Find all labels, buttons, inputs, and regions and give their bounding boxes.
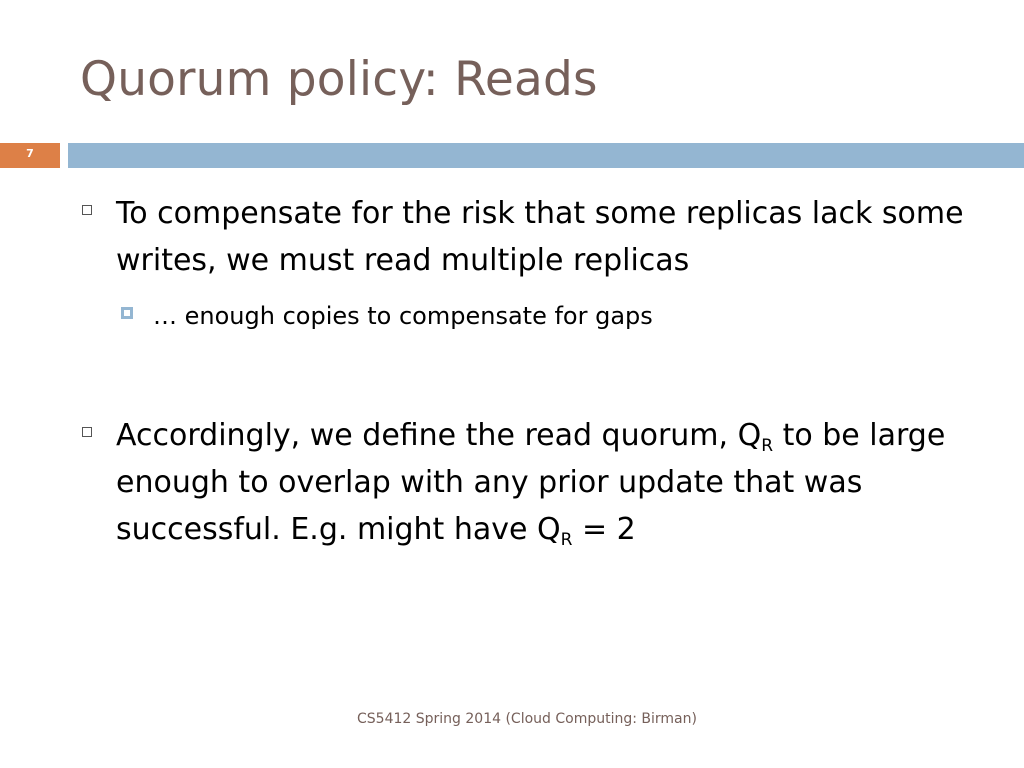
sub-bullet-item-1 xyxy=(120,296,980,336)
sub-bullet-text-1: … enough copies to compensate for gaps xyxy=(153,302,653,330)
subscript-r-2: R xyxy=(560,530,573,550)
filled-square-bullet-icon xyxy=(121,307,133,319)
slide-title: Quorum policy: Reads xyxy=(80,52,598,107)
bullet-item-2 xyxy=(80,412,980,553)
bullet-2-part-1: Accordingly, we define the read quorum, Q xyxy=(116,418,762,453)
bullet-text-1: To compensate for the risk that some replicas lack some writes, we must read multiple replicas xyxy=(116,196,964,278)
slide-number-badge: 7 xyxy=(0,143,60,168)
square-bullet-icon xyxy=(82,205,92,215)
bullet-item-1 xyxy=(80,190,980,284)
bullet-2-part-3: = 2 xyxy=(572,512,636,547)
bullet-text-2 xyxy=(116,412,980,553)
bullet-2-part-2: to be large enough to overlap with any prior update that was successful. E.g. might have Q xyxy=(116,418,946,547)
square-bullet-icon xyxy=(82,427,92,437)
slide-footer: CS5412 Spring 2014 (Cloud Computing: Birman) xyxy=(357,711,697,727)
accent-bar xyxy=(68,143,1024,168)
subscript-r-1: R xyxy=(761,436,774,456)
